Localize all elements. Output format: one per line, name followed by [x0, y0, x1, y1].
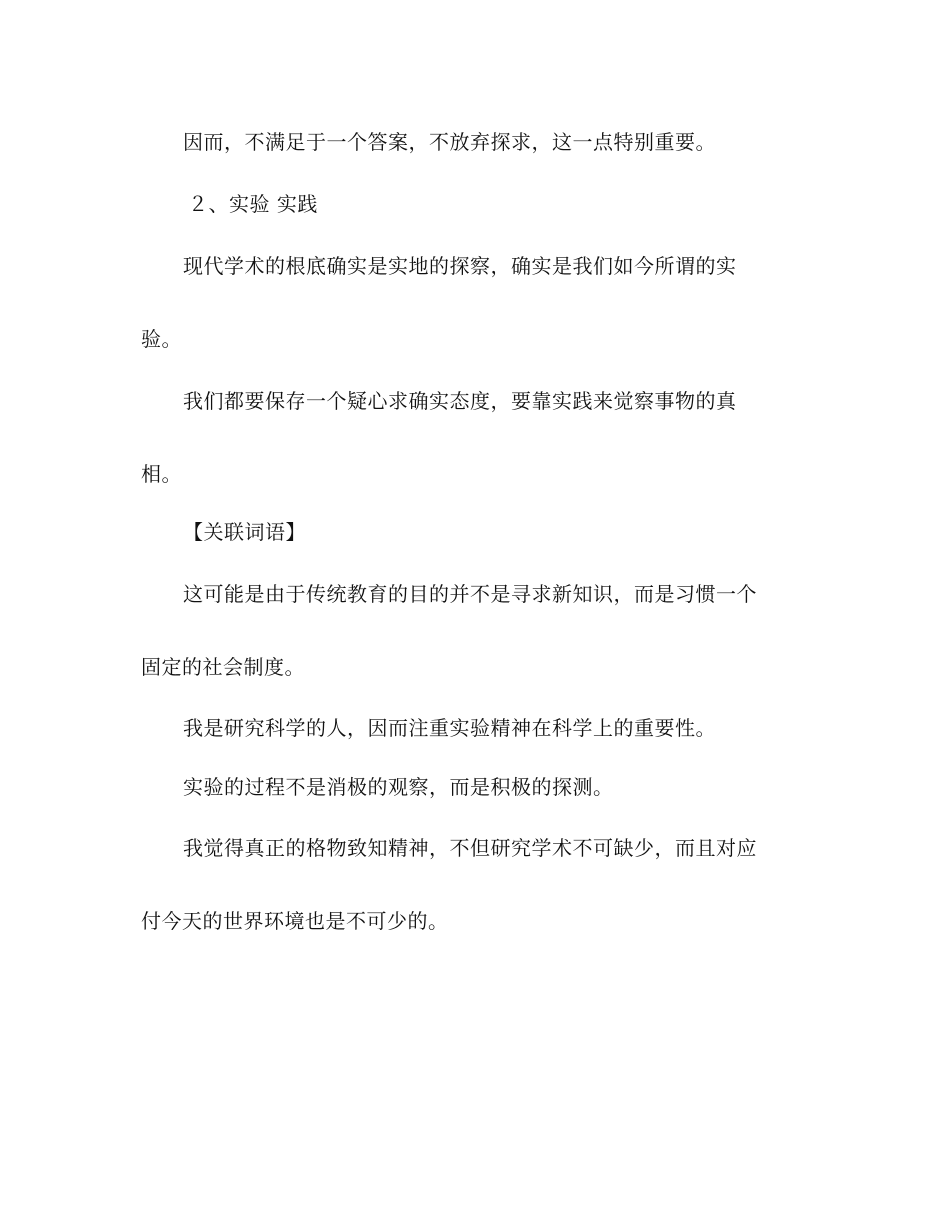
section-heading: 【关联词语】: [183, 520, 306, 544]
paragraph-line: 我们都要保存一个疑心求确实态度，要靠实践来觉察事物的真: [183, 389, 737, 413]
paragraph-line: 我是研究科学的人，因而注重实验精神在科学上的重要性。: [183, 716, 716, 740]
paragraph-line: 因而，不满足于一个答案，不放弃探求，这一点特别重要。: [183, 130, 716, 154]
paragraph-line: 这可能是由于传统教育的目的并不是寻求新知识，而是习惯一个: [183, 582, 757, 606]
paragraph-line: 现代学术的根底确实是实地的探察，确实是我们如今所谓的实: [183, 254, 737, 278]
paragraph-line: 相。: [141, 462, 182, 486]
paragraph-line: 付今天的世界环境也是不可少的。: [141, 909, 449, 933]
paragraph-line: 实验的过程不是消极的观察，而是积极的探测。: [183, 775, 614, 799]
paragraph-line: 固定的社会制度。: [141, 655, 305, 679]
paragraph-line: 我觉得真正的格物致知精神，不但研究学术不可缺少，而且对应: [183, 836, 757, 860]
paragraph-line: 验。: [141, 327, 182, 351]
section-heading: ２、实验 实践: [188, 192, 318, 216]
